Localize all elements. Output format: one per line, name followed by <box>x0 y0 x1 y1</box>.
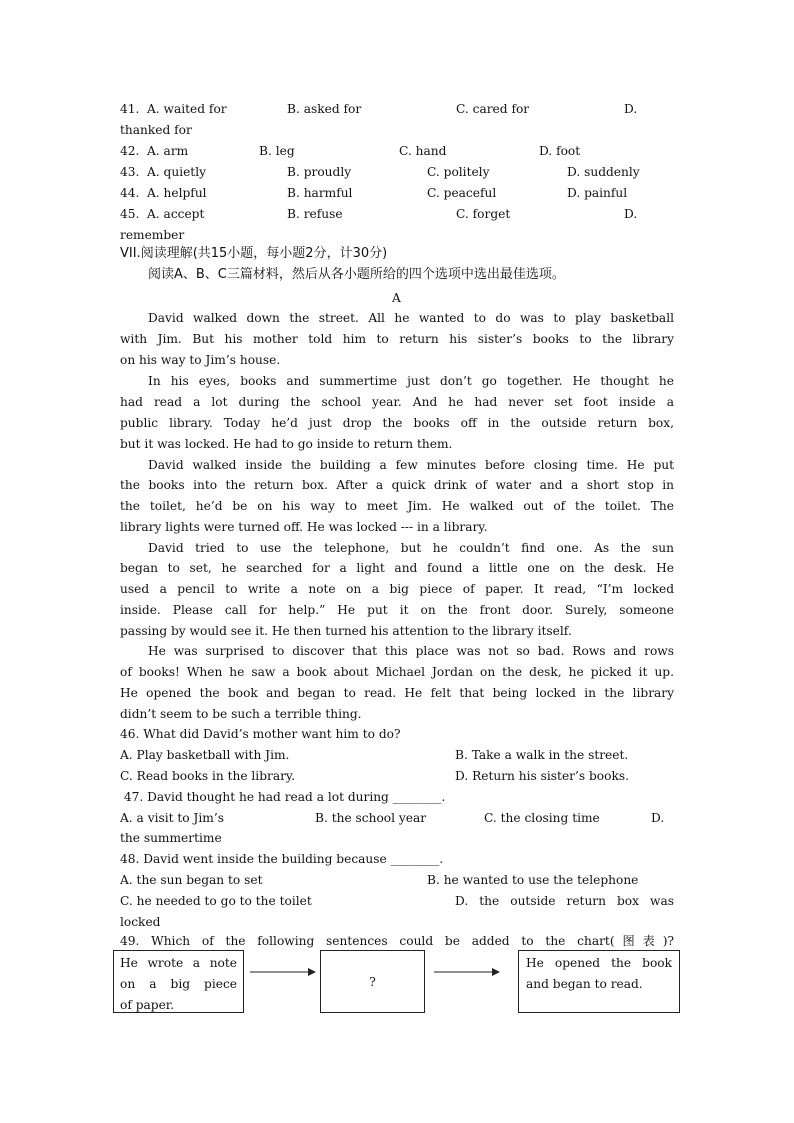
passage-line: public library. Today he’d just drop the books off in the outside return box, <box>120 416 674 430</box>
q46-option-a: A. Play basketball with Jim. <box>120 748 290 762</box>
chart-arrow-icon <box>434 962 502 982</box>
q42-option-a: A. arm <box>147 144 189 158</box>
q43-number: 43. <box>120 165 140 179</box>
chart-box-1 <box>113 950 244 1013</box>
q48-option-a: A. the sun began to set <box>120 873 263 887</box>
chart-box-1-line: He wrote a note <box>120 956 237 970</box>
q41-row <box>120 99 139 120</box>
q47-option-d: D. <box>651 811 665 825</box>
chart-box-1-line: of paper. <box>120 998 175 1012</box>
q46-stem: 46. What did David’s mother want him to do? <box>120 727 401 741</box>
q46-option-c: C. Read books in the library. <box>120 769 296 783</box>
q45-option-b: B. refuse <box>287 207 343 221</box>
passage-line: had read a lot during the school year. And he had never set foot inside a <box>120 395 674 409</box>
q42-option-d: D. foot <box>539 144 581 158</box>
passage-line: In his eyes, books and summertime just don’t go together. He thought he <box>148 374 674 388</box>
q41-option-b: B. asked for <box>287 102 362 116</box>
q42-option-c: C. hand <box>399 144 447 158</box>
q48-option-b: B. he wanted to use the telephone <box>427 873 639 887</box>
passage-line: David tried to use the telephone, but he couldn’t find one. As the sun <box>148 541 674 555</box>
q45-option-d: D. <box>624 207 638 221</box>
q44-number: 44. <box>120 186 140 200</box>
q46-option-d: D. Return his sister’s books. <box>455 769 629 783</box>
section-instructions: 阅读A、B、C三篇材料，然后从各小题所给的四个选项中选出最佳选项。 <box>148 267 565 282</box>
q43-option-c: C. politely <box>427 165 490 179</box>
passage-line: didn’t seem to be such a terrible thing. <box>120 707 362 721</box>
q48-option-c: C. he needed to go to the toilet <box>120 894 312 908</box>
chart-box-3-line: and began to read. <box>526 977 643 991</box>
passage-line: of books! When he saw a book about Michael Jordan on the desk, he picked it up. <box>120 665 674 679</box>
q45-number: 45. <box>120 207 140 221</box>
passage-line: He opened the book and began to read. He felt that being locked in the library <box>120 686 674 700</box>
q41-number: 41. <box>120 102 140 116</box>
passage-line: passing by would see it. He then turned his attention to the library itself. <box>120 624 572 638</box>
q41-option-d-text: thanked for <box>120 123 192 137</box>
passage-label: A <box>392 291 401 305</box>
q47-stem: 47. David thought he had read a lot during ________. <box>120 790 446 804</box>
passage-line: the toilet, he’d be on his way to meet Jim. He walked out of the toilet. The <box>120 499 674 513</box>
passage-line: used a pencil to write a note on a big piece of paper. It read, “I’m locked <box>120 582 674 596</box>
q48-option-d: D. the outside return box was <box>455 894 674 908</box>
q42-number: 42. <box>120 144 140 158</box>
q49-stem: 49. Which of the following sentences could be added to the chart(图表)? <box>120 934 674 948</box>
q47-option-d-text: the summertime <box>120 831 222 845</box>
passage-line: He was surprised to discover that this place was not so bad. Rows and rows <box>148 644 674 658</box>
q45-option-d-text: remember <box>120 228 185 242</box>
q43-option-d: D. suddenly <box>567 165 640 179</box>
q48-stem: 48. David went inside the building because ________. <box>120 852 444 866</box>
chart-box-3 <box>518 950 680 1013</box>
passage-line: on his way to Jim’s house. <box>120 353 281 367</box>
passage-line: began to set, he searched for a light and found a little one on the desk. He <box>120 561 674 575</box>
passage-line: but it was locked. He had to go inside to return them. <box>120 437 453 451</box>
passage-line: library lights were turned off. He was locked --- in a library. <box>120 520 488 534</box>
section-title: VII.阅读理解(共15小题，每小题2分，计30分) <box>120 246 388 261</box>
passage-line: inside. Please call for help.” He put it on the front door. Surely, someone <box>120 603 674 617</box>
q44-option-b: B. harmful <box>287 186 353 200</box>
q44-option-c: C. peaceful <box>427 186 497 200</box>
chart-box-2 <box>320 950 425 1013</box>
q44-option-d: D. painful <box>567 186 628 200</box>
q45-option-a: A. accept <box>147 207 205 221</box>
passage-line: the books into the return box. After a quick drink of water and a short stop in <box>120 478 674 492</box>
q45-option-c: C. forget <box>456 207 511 221</box>
chart-box-3-line: He opened the book <box>526 956 672 970</box>
passage-line: David walked inside the building a few minutes before closing time. He put <box>148 458 674 472</box>
q47-option-c: C. the closing time <box>484 811 600 825</box>
q47-option-a: A. a visit to Jim’s <box>120 811 224 825</box>
chart-box-1-line: on a big piece <box>120 977 237 991</box>
q43-option-a: A. quietly <box>147 165 206 179</box>
passage-line: with Jim. But his mother told him to return his sister’s books to the library <box>120 332 674 346</box>
q41-option-a: A. waited for <box>147 102 227 116</box>
q41-option-d: D. <box>624 102 638 116</box>
passage-line: David walked down the street. All he wanted to do was to play basketball <box>148 311 674 325</box>
q43-option-b: B. proudly <box>287 165 352 179</box>
q46-option-b: B. Take a walk in the street. <box>455 748 629 762</box>
q48-option-d-text: locked <box>120 915 161 929</box>
chart-box-2-text: ? <box>369 975 376 989</box>
q47-option-b: B. the school year <box>315 811 427 825</box>
q42-option-b: B. leg <box>259 144 295 158</box>
chart-arrow-icon <box>250 962 318 982</box>
q41-option-c: C. cared for <box>456 102 530 116</box>
q44-option-a: A. helpful <box>147 186 207 200</box>
